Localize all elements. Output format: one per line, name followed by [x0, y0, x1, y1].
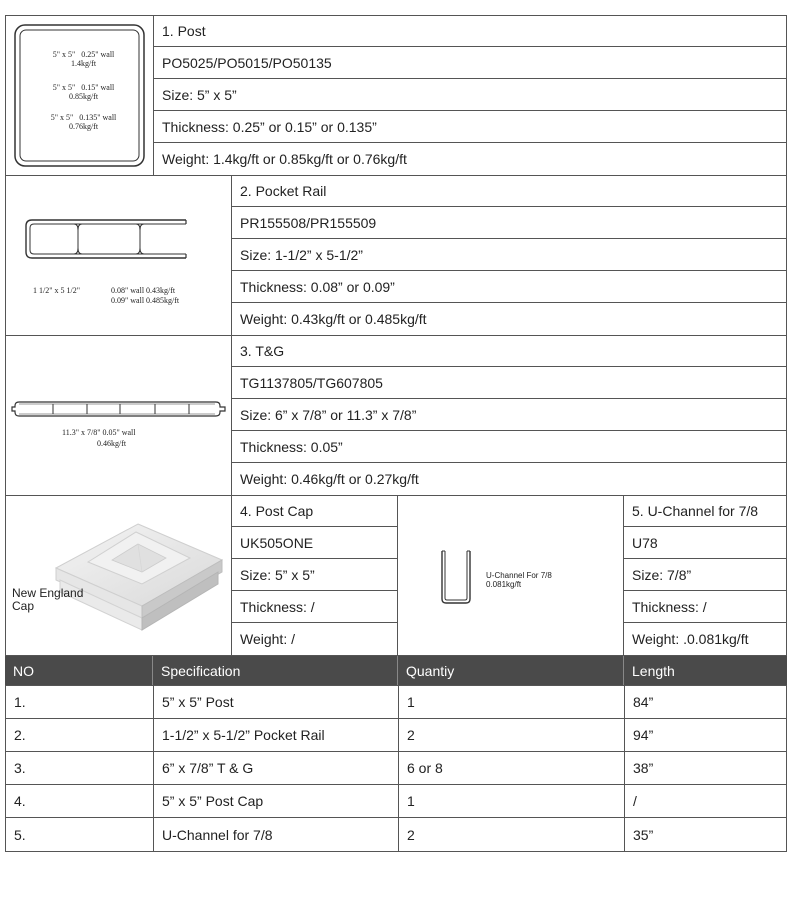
row-no: 1. — [5, 685, 154, 719]
u-channel-image-cell — [397, 495, 624, 656]
row-length: 35” — [624, 817, 787, 852]
row-no: 2. — [5, 718, 154, 752]
post-cap-title: 4. Post Cap — [231, 495, 398, 527]
pocket-rail-profile-icon — [22, 216, 192, 262]
row-length: 38” — [624, 751, 787, 785]
tg-weight: Weight: 0.46kg/ft or 0.27kg/ft — [231, 462, 787, 496]
row-specification: 1-1/2” x 5-1/2” Pocket Rail — [153, 718, 399, 752]
row-specification: 5” x 5” Post Cap — [153, 784, 399, 818]
post-code: PO5025/PO5015/PO50135 — [153, 46, 787, 79]
row-quantity: 1 — [398, 784, 625, 818]
tg-spec-1: 11.3" x 7/8" 0.05" wall — [62, 428, 136, 437]
post-spec-3: 5" x 5" 0.135" wall 0.76kg/ft — [50, 113, 117, 131]
post-weight: Weight: 1.4kg/ft or 0.85kg/ft or 0.76kg/ft — [153, 142, 787, 176]
header-length: Length — [624, 656, 787, 686]
pocket-rail-weight: Weight: 0.43kg/ft or 0.485kg/ft — [231, 302, 787, 336]
u-channel-thickness: Thickness: / — [623, 590, 787, 623]
u-channel-weight: Weight: .0.081kg/ft — [623, 622, 787, 656]
pocket-rail-size-row: Size: 1-1/2” x 5-1/2” — [231, 238, 787, 271]
tongue-groove-profile-icon — [11, 398, 227, 420]
u-channel-title: 5. U-Channel for 7/8 — [623, 495, 787, 527]
pocket-rail-code: PR155508/PR155509 — [231, 206, 787, 239]
post-cap-thickness: Thickness: / — [231, 590, 398, 623]
pocket-rail-thickness: Thickness: 0.08” or 0.09” — [231, 270, 787, 303]
row-length: 84” — [624, 685, 787, 719]
row-length: / — [624, 784, 787, 818]
row-no: 5. — [5, 817, 154, 852]
post-title: 1. Post — [153, 15, 787, 47]
u-channel-profile-icon — [436, 549, 476, 605]
post-cap-label: New England Cap — [12, 586, 84, 613]
tg-thickness: Thickness: 0.05” — [231, 430, 787, 463]
post-thickness: Thickness: 0.25” or 0.15” or 0.135” — [153, 110, 787, 143]
row-specification: 6” x 7/8” T & G — [153, 751, 399, 785]
row-no: 3. — [5, 751, 154, 785]
u-channel-code: U78 — [623, 526, 787, 559]
u-channel-spec: U-Channel For 7/8 0.081kg/ft — [486, 571, 552, 589]
tg-spec-2: 0.46kg/ft — [97, 439, 127, 448]
post-cap-weight: Weight: / — [231, 622, 398, 656]
row-quantity: 2 — [398, 817, 625, 852]
post-cap-code: UK505ONE — [231, 526, 398, 559]
header-specification: Specification — [153, 656, 398, 686]
tg-size: Size: 6” x 7/8” or 11.3” x 7/8” — [231, 398, 787, 431]
post-image-cell — [5, 15, 154, 176]
row-quantity: 1 — [398, 685, 625, 719]
pocket-rail-image-cell — [5, 175, 232, 336]
row-specification: 5” x 5” Post — [153, 685, 399, 719]
header-no: NO — [5, 656, 153, 686]
row-quantity: 6 or 8 — [398, 751, 625, 785]
row-specification: U-Channel for 7/8 — [153, 817, 399, 852]
post-spec-1: 5" x 5" 0.25" wall 1.4kg/ft — [52, 50, 115, 68]
post-spec-2: 5" x 5" 0.15" wall 0.85kg/ft — [52, 83, 115, 101]
tg-image-cell — [5, 335, 232, 496]
u-channel-size: Size: 7/8” — [623, 558, 787, 591]
post-cap-photo — [50, 518, 230, 636]
row-length: 94” — [624, 718, 787, 752]
post-cap-image-cell — [5, 495, 232, 656]
pocket-rail-size: 1 1/2" x 5 1/2" — [33, 286, 80, 295]
post-size: Size: 5” x 5” — [153, 78, 787, 111]
tg-code: TG1137805/TG607805 — [231, 366, 787, 399]
pocket-rail-spec-1: 0.08" wall 0.43kg/ft — [111, 286, 176, 295]
pocket-rail-title: 2. Pocket Rail — [231, 175, 787, 207]
pocket-rail-spec-2: 0.09" wall 0.485kg/ft — [111, 296, 180, 305]
row-quantity: 2 — [398, 718, 625, 752]
header-quantity: Quantiy — [398, 656, 624, 686]
post-cap-size: Size: 5” x 5” — [231, 558, 398, 591]
tg-title: 3. T&G — [231, 335, 787, 367]
row-no: 4. — [5, 784, 154, 818]
